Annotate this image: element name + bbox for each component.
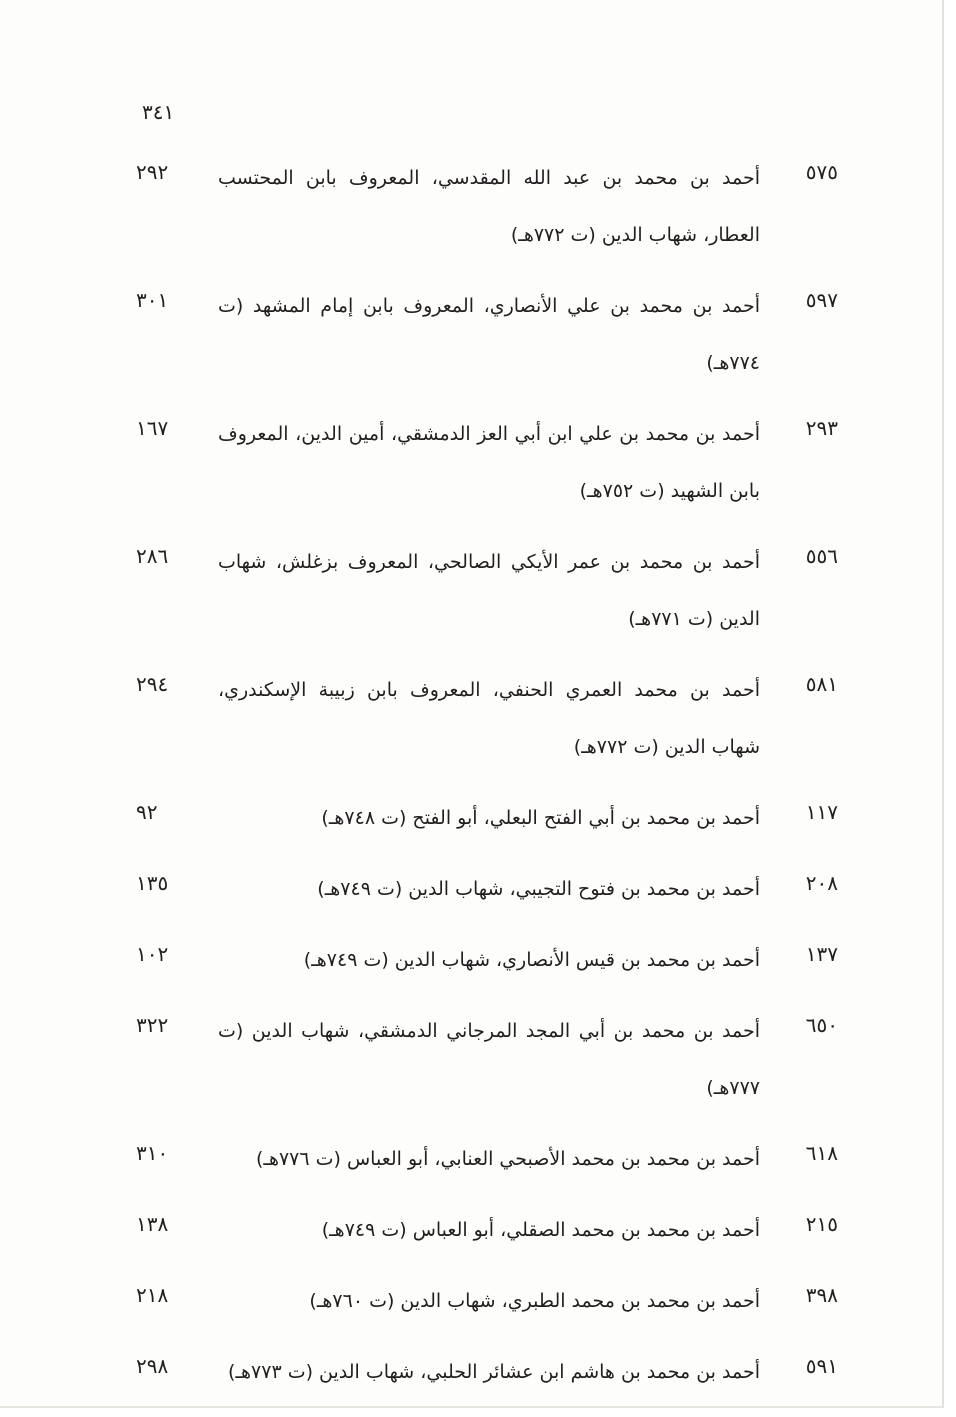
- entry-page-ref: ١٣٨: [136, 1212, 169, 1236]
- entry-page-ref: ٢٩٢: [136, 160, 169, 184]
- entry-id: ٢٩٣: [805, 416, 838, 440]
- entry-id: ٥٥٦: [805, 544, 838, 568]
- entry-id: ٥٧٥: [805, 160, 838, 184]
- entry-name: أحمد بن محمد بن علي ابن أبي العز الدمشقي، أمين الدين، المعروف بابن الشهيد (ت ٧٥٢هـ): [218, 423, 760, 502]
- entry-id: ٣٩٨: [805, 1283, 838, 1307]
- entry-id: ٥٨١: [805, 672, 838, 696]
- entry-name: أحمد بن محمد بن أبي الفتح البعلي، أبو الفتح (ت ٧٤٨هـ): [321, 807, 760, 829]
- entry-id: ٥٩٧: [805, 288, 838, 312]
- entry-page-ref: ٣٠١: [136, 288, 169, 312]
- index-entries-list: [130, 150, 850, 1415]
- entry-name: أحمد بن محمد بن هاشم ابن عشائر الحلبي، شهاب الدين (ت ٧٧٣هـ): [228, 1361, 760, 1383]
- entry-page-ref: ٢١٨: [136, 1283, 169, 1307]
- entry-page-ref: ١٣٥: [136, 871, 169, 895]
- index-entry: [130, 150, 850, 264]
- entry-id: ٦١٨: [805, 1141, 838, 1165]
- index-entry: [130, 534, 850, 648]
- entry-page-ref: ٣٢٢: [136, 1013, 169, 1037]
- index-entry: [130, 932, 850, 989]
- entry-page-ref: ٩٢: [136, 800, 158, 824]
- entry-page-ref: ٢٨٦: [136, 544, 169, 568]
- entry-id: ١١٧: [805, 800, 838, 824]
- entry-id: ١٣٧: [805, 942, 838, 966]
- entry-name: أحمد بن محمد بن أبي المجد المرجاني الدمشقي، شهاب الدين (ت ٧٧٧هـ): [218, 1020, 760, 1099]
- index-entry: [130, 1202, 850, 1259]
- index-entry: [130, 790, 850, 847]
- index-entry: [130, 861, 850, 918]
- page-number: ٣٤١: [142, 100, 175, 124]
- entry-name: أحمد بن محمد بن محمد الطبري، شهاب الدين (ت ٧٦٠هـ): [309, 1290, 760, 1312]
- index-entry: [130, 1131, 850, 1188]
- index-entry: [130, 278, 850, 392]
- entry-id: ٦٥٠: [805, 1013, 838, 1037]
- entry-id: ٢١٥: [805, 1212, 838, 1236]
- entry-page-ref: ١٦٧: [136, 416, 169, 440]
- entry-page-ref: ٢٩٤: [136, 672, 169, 696]
- entry-page-ref: ١٠٢: [136, 942, 169, 966]
- entry-id: ٥٩١: [805, 1354, 838, 1378]
- index-entry: [130, 406, 850, 520]
- index-entry: [130, 1273, 850, 1330]
- entry-name: أحمد بن محمد بن عمر الأيكي الصالحي، المعروف بزغلش، شهاب الدين (ت ٧٧١هـ): [218, 551, 760, 630]
- entry-page-ref: ٣١٠: [136, 1141, 169, 1165]
- entry-name: أحمد بن محمد بن محمد الأصبحي العنابي، أبو العباس (ت ٧٧٦هـ): [255, 1148, 760, 1170]
- entry-page-ref: ٢٩٨: [136, 1354, 169, 1378]
- index-entry: [130, 1344, 850, 1401]
- entry-id: ٢٠٨: [805, 871, 838, 895]
- index-entry: [130, 1003, 850, 1117]
- entry-name: أحمد بن محمد العمري الحنفي، المعروف بابن زبيبة الإسكندري، شهاب الدين (ت ٧٧٢هـ): [218, 679, 760, 758]
- entry-name: أحمد بن محمد بن فتوح التجيبي، شهاب الدين (ت ٧٤٩هـ): [317, 878, 760, 900]
- entry-name: أحمد بن محمد بن عبد الله المقدسي، المعروف بابن المحتسب العطار، شهاب الدين (ت ٧٧٢هـ): [218, 167, 760, 246]
- index-entry: [130, 662, 850, 776]
- entry-name: أحمد بن محمد بن علي الأنصاري، المعروف بابن إمام المشهد (ت ٧٧٤هـ): [218, 295, 760, 374]
- entry-name: أحمد بن محمد بن محمد الصقلي، أبو العباس (ت ٧٤٩هـ): [321, 1219, 760, 1241]
- entry-name: أحمد بن محمد بن قيس الأنصاري، شهاب الدين (ت ٧٤٩هـ): [303, 949, 760, 971]
